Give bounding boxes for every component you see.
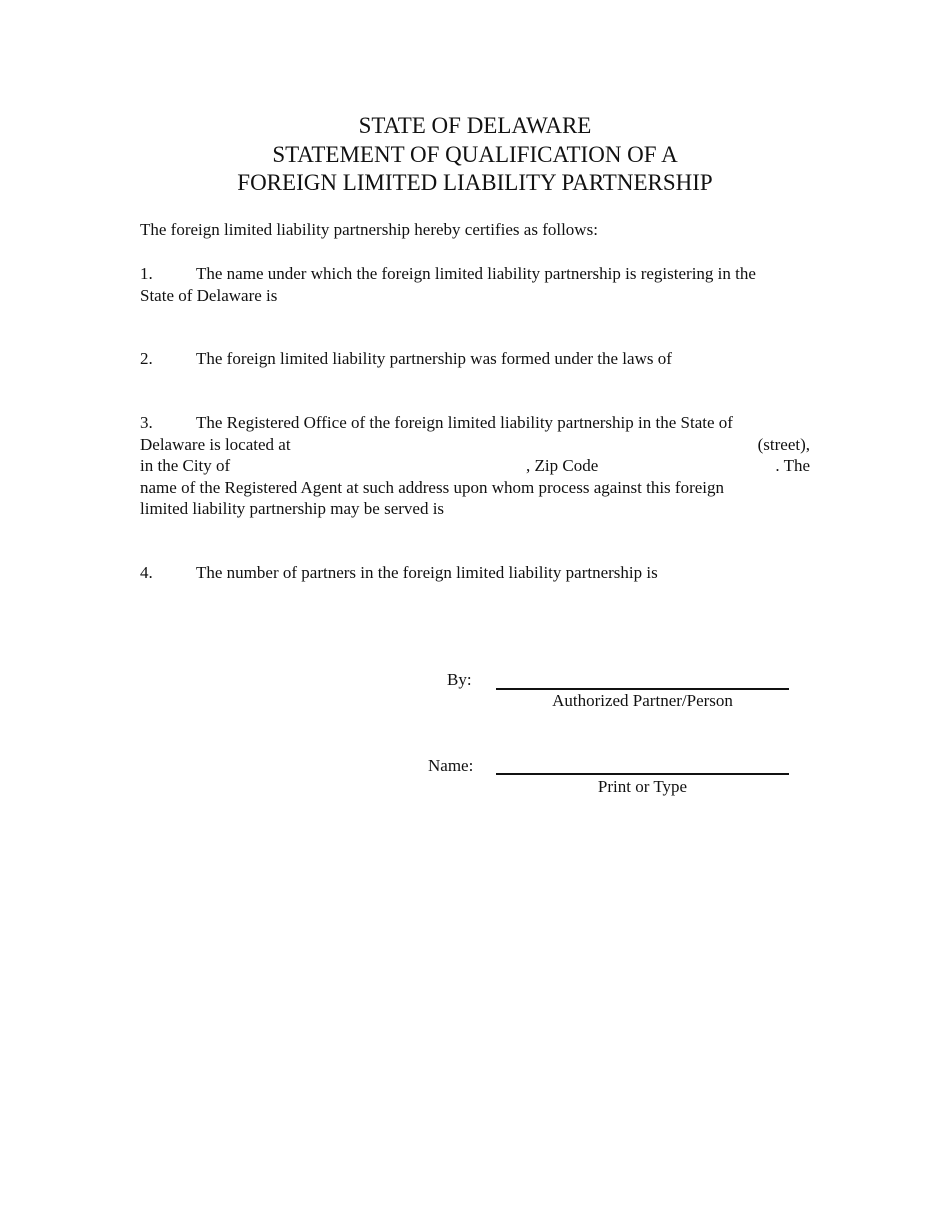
item-2 [140,348,810,370]
title-state: STATE OF DELAWARE [358,113,592,138]
item-1-number: 1. [140,264,153,283]
item-1 [140,263,810,306]
item-3-office-label: Delaware is located at [140,434,291,454]
item-3-zip-label: , Zip Code [526,456,599,475]
name-label: Name: [428,756,474,775]
item-3-the-label: . The [775,456,810,475]
item-3-city-label: in the City of [140,456,231,475]
item-1-text-line1: The name under which the foreign limited liability partnership is registering in the [196,264,756,283]
item-3-street-label: (street), [757,434,810,454]
name-signature-line[interactable] [496,773,789,775]
item-3-text-line4: name of the Registered Agent at such address upon whom process against this foreign [140,477,725,497]
title-partnership: FOREIGN LIMITED LIABILITY PARTNERSHIP [237,170,713,195]
by-label: By: [447,670,472,689]
item-2-number: 2. [140,349,153,368]
item-3 [140,412,810,520]
form-title [0,112,950,198]
name-caption: Print or Type [597,777,688,796]
by-caption: Authorized Partner/Person [552,691,733,710]
item-4-text: The number of partners in the foreign limited liability partnership is [196,563,658,582]
item-4-number: 4. [140,563,153,582]
intro-text: The foreign limited liability partnership hereby certifies as follows: [140,220,598,239]
item-2-text: The foreign limited liability partnership was formed under the laws of [196,349,672,368]
item-4 [140,562,810,584]
title-statement: STATEMENT OF QUALIFICATION OF A [272,141,678,167]
item-3-number: 3. [140,413,153,432]
item-3-text-line1: The Registered Office of the foreign limited liability partnership in the State of [196,413,733,432]
item-1-text-line2: State of Delaware is [140,285,278,305]
item-3-text-line5: limited liability partnership may be served is [140,499,445,518]
